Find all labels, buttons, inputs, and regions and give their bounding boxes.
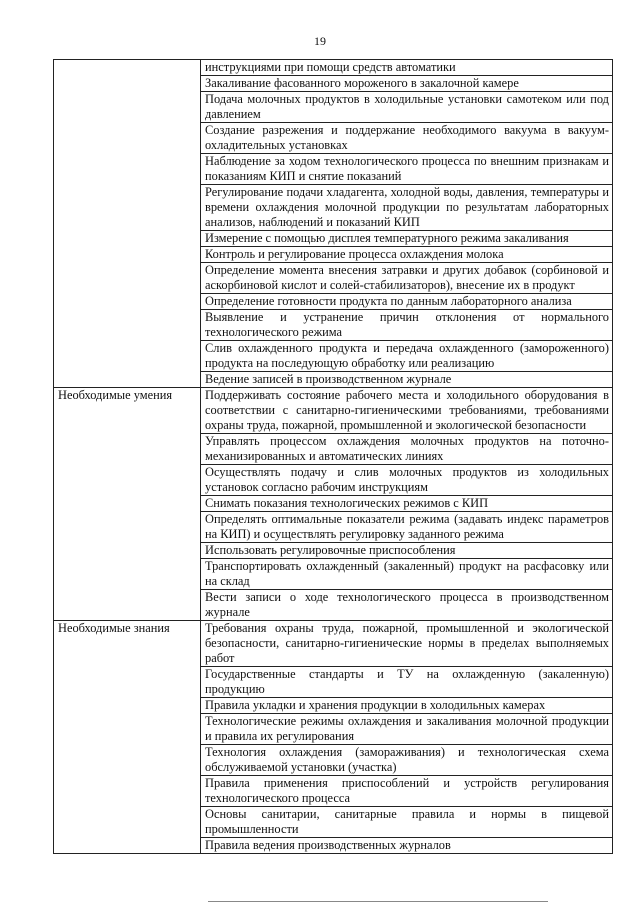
table-row bbox=[54, 60, 613, 76]
table-row bbox=[54, 388, 613, 434]
item-cell: Измерение с помощью дисплея температурного режима закаливания bbox=[201, 231, 613, 247]
item-cell: Наблюдение за ходом технологического процесса по внешним признакам и показаниям КИП и снятие показаний bbox=[201, 154, 613, 185]
page-number: 19 bbox=[314, 34, 326, 48]
item-cell: Основы санитарии, санитарные правила и нормы в пищевой промышленности bbox=[201, 807, 613, 838]
item-cell: Снимать показания технологических режимов с КИП bbox=[201, 496, 613, 512]
item-cell: Поддерживать состояние рабочего места и холодильного оборудования в соответствии с санитарно-гигиеническими требованиями, требованиями охраны труда, пожарной, промышленной и экологической безопасности bbox=[201, 388, 613, 434]
category-cell: Необходимые знания bbox=[54, 621, 201, 854]
item-cell: Создание разрежения и поддержание необходимого вакуума в вакуум-охладительных установках bbox=[201, 123, 613, 154]
category-cell: Необходимые умения bbox=[54, 388, 201, 621]
item-cell: инструкциями при помощи средств автоматики bbox=[201, 60, 613, 76]
item-cell: Определение готовности продукта по данным лабораторного анализа bbox=[201, 294, 613, 310]
scan-edge-line bbox=[208, 901, 548, 902]
table-row bbox=[54, 621, 613, 667]
item-cell: Контроль и регулирование процесса охлаждения молока bbox=[201, 247, 613, 263]
item-cell: Использовать регулировочные приспособления bbox=[201, 543, 613, 559]
item-cell: Закаливание фасованного мороженого в закалочной камере bbox=[201, 76, 613, 92]
item-cell: Технологические режимы охлаждения и закаливания молочной продукции и правила их регулирования bbox=[201, 714, 613, 745]
item-cell: Выявление и устранение причин отклонения от нормального технологического режима bbox=[201, 310, 613, 341]
item-cell: Определение момента внесения затравки и других добавок (сорбиновой и аскорбиновой кислот и солей-стабилизаторов), внесение их в продукт bbox=[201, 263, 613, 294]
item-cell: Управлять процессом охлаждения молочных продуктов на поточно-механизированных и автоматических линиях bbox=[201, 434, 613, 465]
item-cell: Требования охраны труда, пожарной, промышленной и экологической безопасности, санитарно-гигиенические нормы в пределах выполняемых работ bbox=[201, 621, 613, 667]
item-cell: Подача молочных продуктов в холодильные установки самотеком или под давлением bbox=[201, 92, 613, 123]
item-cell: Регулирование подачи хладагента, холодной воды, давления, температуры и времени охлаждения молочной продукции по результатам лабораторных анализов, наблюдений и показаний КИП bbox=[201, 185, 613, 231]
category-cell bbox=[54, 60, 201, 388]
table-body bbox=[54, 60, 613, 854]
item-cell: Правила ведения производственных журналов bbox=[201, 838, 613, 854]
item-cell: Правила применения приспособлений и устройств регулирования технологического процесса bbox=[201, 776, 613, 807]
item-cell: Определять оптимальные показатели режима (задавать индекс параметров на КИП) и осуществлять регулировку заданного режима bbox=[201, 512, 613, 543]
item-cell: Вести записи о ходе технологического процесса в производственном журнале bbox=[201, 590, 613, 621]
item-cell: Осуществлять подачу и слив молочных продуктов из холодильных установок согласно рабочим инструкциям bbox=[201, 465, 613, 496]
item-cell: Технология охлаждения (замораживания) и технологическая схема обслуживаемой установки (участка) bbox=[201, 745, 613, 776]
item-cell: Государственные стандарты и ТУ на охлажденную (закаленную) продукцию bbox=[201, 667, 613, 698]
item-cell: Слив охлажденного продукта и передача охлажденного (замороженного) продукта на последующую обработку или реализацию bbox=[201, 341, 613, 372]
competency-table bbox=[53, 59, 613, 854]
item-cell: Транспортировать охлажденный (закаленный) продукт на расфасовку или на склад bbox=[201, 559, 613, 590]
item-cell: Ведение записей в производственном журнале bbox=[201, 372, 613, 388]
item-cell: Правила укладки и хранения продукции в холодильных камерах bbox=[201, 698, 613, 714]
